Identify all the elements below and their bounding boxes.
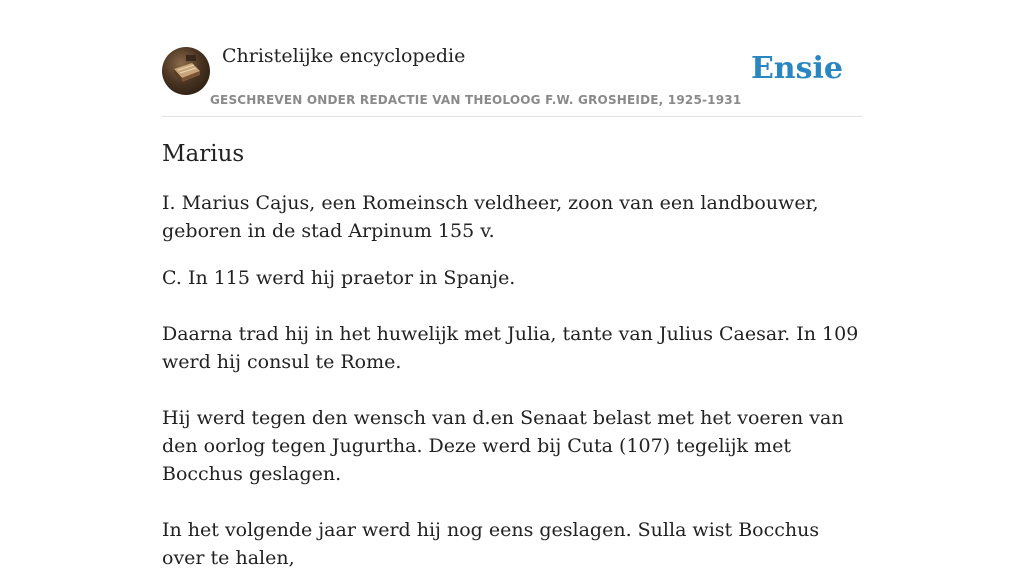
book-image-icon [162, 47, 210, 95]
article-paragraph: Hij werd tegen den wensch van d.en Senaat belast met het voeren van den oorlog tegen Jugurtha. Deze werd bij Cuta (107) tegelijk met Bocchus geslagen. [162, 407, 844, 485]
article [162, 139, 862, 572]
site-subtitle: GESCHREVEN ONDER REDACTIE VAN THEOLOOG F.W. GROSHEIDE, 1925-1931 [210, 93, 742, 107]
site-title[interactable]: Christelijke encyclopedie [222, 45, 466, 67]
article-paragraph: C. In 115 werd hij praetor in Spanje. [162, 267, 516, 289]
article-title: Marius [162, 141, 245, 167]
site-header [162, 0, 862, 117]
article-paragraph: I. Marius Cajus, een Romeinsch veldheer, zoon van een landbouwer, geboren in de stad Arpinum 155 v. [162, 192, 819, 242]
article-paragraph: In het volgende jaar werd hij nog eens geslagen. Sulla wist Bocchus over te halen, [162, 519, 820, 569]
ensie-logo-link[interactable]: Ensie [750, 51, 843, 86]
encyclopedia-avatar[interactable] [162, 47, 210, 95]
article-paragraph: Daarna trad hij in het huwelijk met Julia, tante van Julius Caesar. In 109 werd hij consul te Rome. [162, 323, 859, 373]
